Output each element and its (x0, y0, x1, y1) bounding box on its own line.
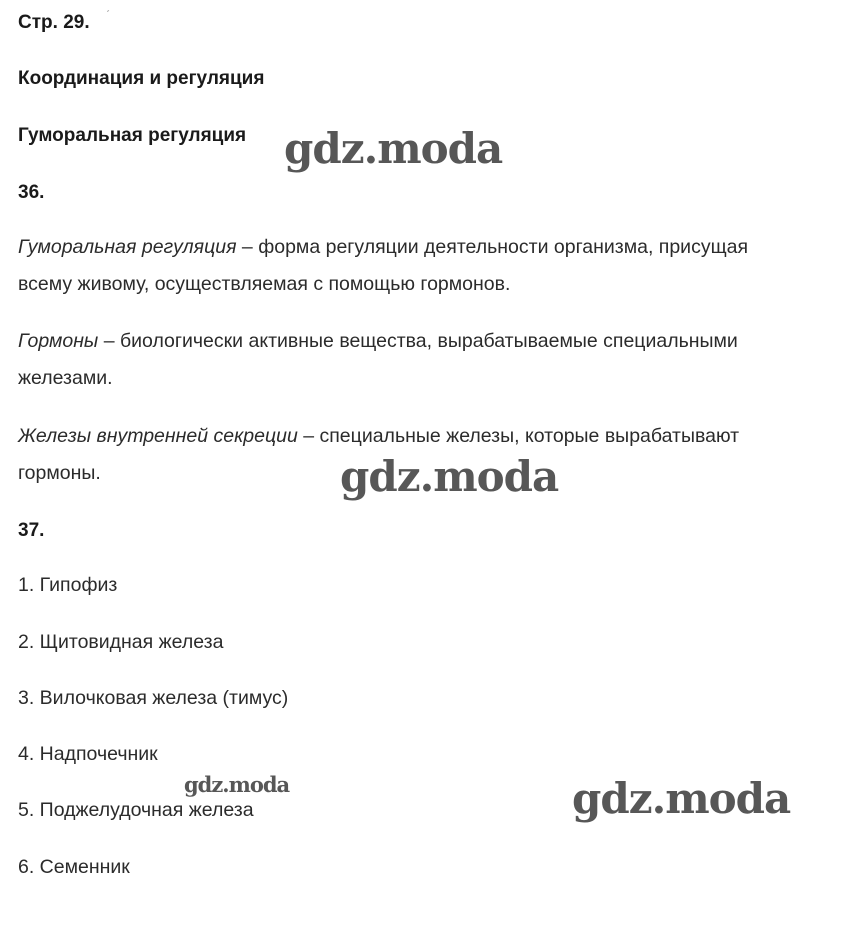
definition-3-dash: – (297, 425, 320, 447)
definition-1-line-1 (18, 229, 848, 266)
definition-3-text-line-1: специальные железы, которые вырабатывают (319, 425, 740, 447)
list-item: 1. Гипофиз (18, 574, 118, 596)
task-36-number: 36. (18, 182, 45, 203)
definition-2-dash: – (98, 330, 120, 352)
definition-2-text-line-1: биологически активные вещества, вырабатываемые специальными (119, 330, 738, 352)
definition-2-term: Гормоны (18, 330, 99, 352)
watermark-logo: gdz.moda (572, 774, 791, 823)
definition-2-line-1 (18, 323, 848, 360)
watermark-logo: gdz.moda (184, 772, 290, 797)
watermark-logo: gdz.moda (284, 124, 503, 173)
list-item: 2. Щитовидная железа (18, 631, 224, 653)
definition-2 (18, 323, 848, 397)
definition-1-text-line-2: всему живому, осуществляемая с помощью гормонов. (18, 273, 511, 295)
list-item: 4. Надпочечник (18, 743, 158, 765)
definition-1-text-line-1: форма регуляции деятельности организма, присущая (258, 236, 749, 258)
list-item: 5. Поджелудочная железа (18, 799, 254, 821)
definition-3-line-1 (18, 418, 848, 455)
definition-1-term: Гуморальная регуляция (18, 236, 237, 258)
definition-1-dash: – (236, 236, 259, 258)
section-title: Координация и регуляция (18, 68, 265, 89)
page-reference: Стр. 29. (18, 12, 90, 33)
list-item: 6. Семенник (18, 856, 130, 878)
subsection-title: Гуморальная регуляция (18, 125, 247, 146)
definition-1 (18, 229, 848, 303)
definition-2-text-line-2: железами. (18, 367, 113, 389)
definition-3-term: Железы внутренней секреции (18, 425, 298, 447)
watermark-logo: gdz.moda (340, 452, 559, 501)
list-item: 3. Вилочковая железа (тимус) (18, 687, 289, 709)
stray-mark: ˊ (106, 8, 110, 22)
task-37-number: 37. (18, 520, 45, 541)
definition-3-text-line-2: гормоны. (18, 462, 101, 484)
